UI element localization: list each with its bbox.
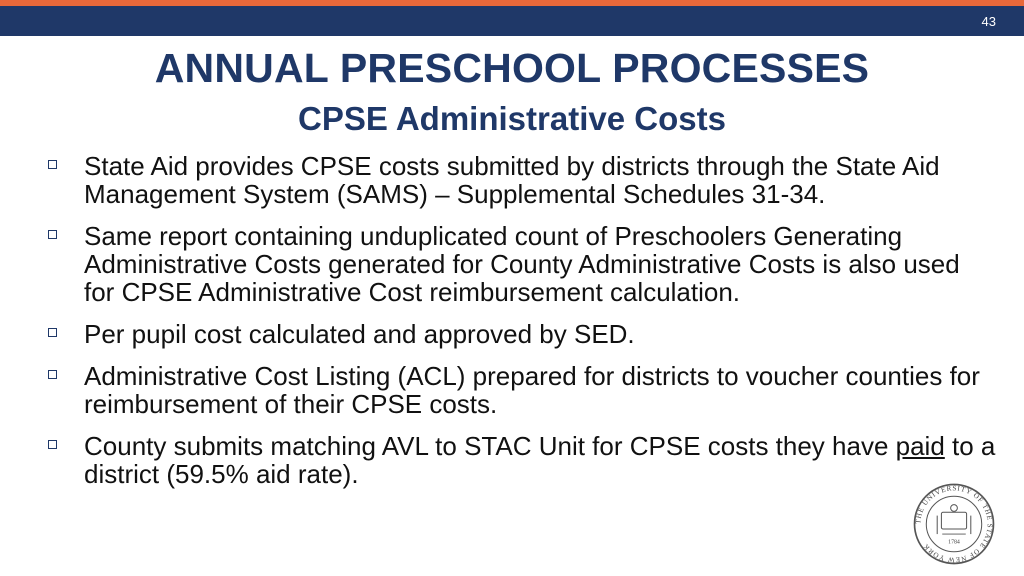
bullet-list: [46, 152, 996, 502]
bullet-text: Administrative Cost Listing (ACL) prepared for districts to voucher counties for reimbursement of their CPSE costs.: [84, 361, 980, 419]
header-bar: [0, 6, 1024, 36]
slide-title: ANNUAL PRESCHOOL PROCESSES: [154, 45, 870, 91]
checkbox-bullet-icon: [48, 440, 57, 449]
state-seal-icon: [912, 482, 996, 566]
bullet-text-before: County submits matching AVL to STAC Unit for CPSE costs they have: [84, 431, 896, 461]
bullet-item: [46, 222, 996, 306]
bullet-text-after: to a district (59.5% aid rate).: [84, 431, 996, 489]
bullet-item: [46, 432, 996, 488]
seal-year: 1784: [948, 539, 960, 546]
checkbox-bullet-icon: [48, 328, 57, 337]
bullet-text: State Aid provides CPSE costs submitted by districts through the State Aid Management System (SAMS) – Supplemental Schedules 31-34.: [84, 151, 940, 209]
bullet-item: [46, 320, 996, 348]
bullet-text: Same report containing unduplicated count of Preschoolers Generating Administrative Costs generated for County Administrative Costs is also used for CPSE Administrative Cost reimbursement calculation.: [84, 221, 960, 307]
seal-text: THE UNIVERSITY OF THE STATE OF NEW YORK: [914, 484, 994, 564]
bullet-text-underlined: paid: [895, 431, 945, 461]
slide-subtitle: CPSE Administrative Costs: [298, 100, 726, 137]
bullet-text: Per pupil cost calculated and approved by SED.: [84, 319, 635, 349]
bullet-item: [46, 362, 996, 418]
checkbox-bullet-icon: [48, 370, 57, 379]
bullet-item: [46, 152, 996, 208]
checkbox-bullet-icon: [48, 160, 57, 169]
checkbox-bullet-icon: [48, 230, 57, 239]
slide-number: 43: [981, 14, 996, 29]
